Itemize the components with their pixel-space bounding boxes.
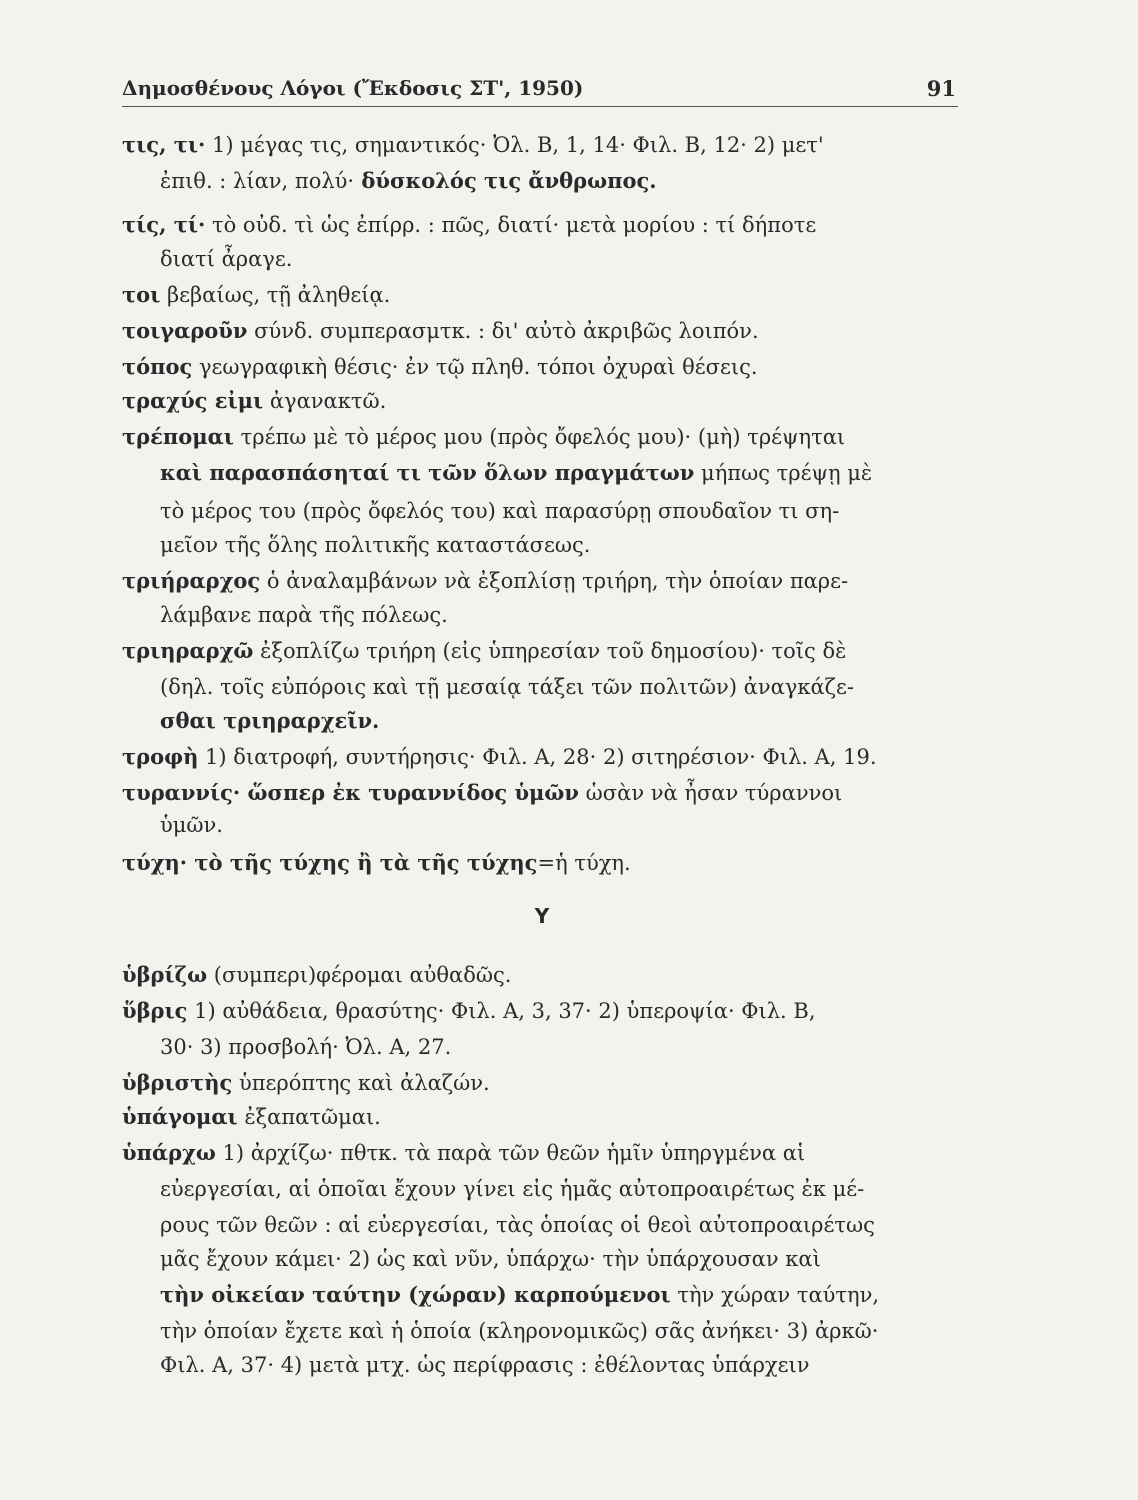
headword: ὕβρις	[122, 998, 188, 1023]
definition: 30· 3) προσβολή· Ὀλ. Α, 27.	[160, 1035, 452, 1059]
headword: ὑβρίζω	[122, 962, 208, 987]
entry-line	[122, 1100, 381, 1134]
entry-line	[122, 776, 842, 810]
entry-line	[160, 1208, 875, 1242]
definition: ἀγανακτῶ.	[263, 389, 387, 413]
definition: 1) αὐθάδεια, θρασύτης· Φιλ. Α, 3, 37· 2) ὑπεροψία· Φιλ. Β,	[187, 999, 816, 1023]
definition: τρέπω μὲ τὸ μέρος μου (πρὸς ὄφελός μου)· (μὴ) τρέψηται	[233, 425, 846, 449]
definition: τὴν χώραν ταύτην,	[670, 1283, 880, 1307]
headword: τριηραρχῶ	[122, 638, 254, 663]
entry-line	[160, 164, 657, 198]
definition: λάμβανε παρὰ τῆς πόλεως.	[160, 603, 448, 627]
entry-line	[160, 1348, 810, 1382]
entry-line	[160, 1242, 821, 1276]
headword: τριήραρχος	[122, 568, 261, 593]
headword: τραχύς εἰμι	[122, 388, 264, 413]
definition: τὴν ὁποίαν ἔχετε καὶ ἡ ὁποία (κληρονομικῶς) σᾶς ἀνήκει· 3) ἀρκῶ·	[160, 1319, 879, 1343]
headword: τροφὴ	[122, 744, 199, 769]
definition: ὡσὰν νὰ ἦσαν τύραννοι	[579, 781, 843, 805]
entry-line	[122, 994, 816, 1028]
headword: ὑπάγομαι	[122, 1104, 238, 1129]
headword: τις, τι·	[122, 132, 206, 157]
headword: ὑβριστὴς	[122, 1070, 233, 1095]
definition: (συμπερι)φέρομαι αὐθαδῶς.	[207, 963, 512, 987]
definition: ὁ ἀναλαμβάνων νὰ ἐξοπλίσῃ τριήρη, τὴν ὁποίαν παρε-	[260, 569, 849, 593]
entry-line	[122, 958, 511, 992]
entry-line	[122, 846, 631, 880]
entry-line	[160, 242, 292, 276]
entry-line	[160, 1172, 864, 1206]
definition: 1) μέγας τις, σημαντικός· Ὀλ. Β, 1, 14· Φιλ. Β, 12· 2) μετ'	[205, 133, 824, 157]
entry-line	[122, 1136, 805, 1170]
entry-line	[122, 350, 758, 384]
entry-line	[160, 704, 379, 738]
entry-line	[122, 1066, 490, 1100]
entry-line	[122, 208, 816, 242]
definition: ὑπερόπτης καὶ ἀλαζών.	[232, 1071, 490, 1095]
entry-line	[160, 456, 872, 490]
entry-line	[122, 314, 759, 348]
headword: τόπος	[122, 354, 193, 379]
definition: εὐεργεσίαι, αἱ ὁποῖαι ἔχουν γίνει εἰς ἡμᾶς αὐτοπροαιρέτως ἐκ μέ-	[160, 1177, 865, 1201]
headword: τίς, τί·	[122, 212, 206, 237]
entry-line	[122, 128, 824, 162]
entry-line	[160, 1314, 878, 1348]
entry-line	[122, 740, 877, 774]
entry-line	[122, 634, 846, 668]
definition: ἐξαπατῶμαι.	[237, 1105, 381, 1129]
definition: Φιλ. Α, 37· 4) μετὰ μτχ. ὡς περίφρασις : ἐθέλοντας ὑπάρχειν	[160, 1353, 810, 1377]
definition: μήπως τρέψῃ μὲ	[694, 461, 873, 485]
definition: βεβαίως, τῇ ἀληθείᾳ.	[160, 283, 391, 307]
header-title: Δημοσθένους Λόγοι (Ἔκδοσις ΣΤ', 1950)	[122, 76, 584, 100]
entry-line	[122, 564, 848, 598]
entry-line	[160, 1030, 451, 1064]
entry-line	[160, 494, 839, 528]
entry-line	[160, 598, 448, 632]
headword: ὑπάρχω	[122, 1140, 216, 1165]
definition: σύνδ. συμπερασμτκ. : δι' αὐτὸ ἀκριβῶς λοιπόν.	[247, 319, 759, 343]
definition: (δηλ. τοῖς εὐπόροις καὶ τῇ μεσαίᾳ τάξει τῶν πολιτῶν) ἀναγκάζε-	[160, 675, 855, 699]
entry-line	[122, 278, 390, 312]
bold-phrase: σθαι τριηραρχεῖν.	[160, 708, 380, 733]
entry-line	[122, 420, 845, 454]
definition: γεωγραφικὴ θέσις· ἐν τῷ πληθ. τόποι ὀχυραὶ θέσεις.	[192, 355, 758, 379]
headword: τύχη· τὸ τῆς τύχης ἢ τὰ τῆς τύχης	[122, 850, 538, 875]
headword: τοι	[122, 282, 161, 307]
section-letter: Υ	[534, 904, 550, 928]
definition: μεῖον τῆς ὅλης πολιτικῆς καταστάσεως.	[160, 533, 591, 557]
definition: διατί ἆραγε.	[160, 247, 293, 271]
entry-line	[122, 384, 386, 418]
headword: τοιγαροῦν	[122, 318, 248, 343]
definition: ρους τῶν θεῶν : αἱ εὐεργεσίαι, τὰς ὁποίας οἱ θεοὶ αὐτοπροαιρέτως	[160, 1213, 875, 1237]
definition: τὸ μέρος του (πρὸς ὄφελός του) καὶ παρασύρῃ σπουδαῖον τι ση-	[160, 499, 840, 523]
headword: τυραννίς· ὥσπερ ἐκ τυραννίδος ὑμῶν	[122, 780, 579, 805]
definition: =ἡ τύχη.	[537, 851, 631, 875]
entry-line	[160, 808, 223, 842]
definition: ὑμῶν.	[160, 813, 223, 837]
entry-line	[160, 528, 590, 562]
definition: 1) ἀρχίζω· πθτκ. τὰ παρὰ τῶν θεῶν ἡμῖν ὑπηργμένα αἱ	[215, 1141, 806, 1165]
bold-phrase: δύσκολός τις ἄνθρωπος.	[354, 168, 657, 193]
definition: ἐξοπλίζω τριήρη (εἰς ὑπηρεσίαν τοῦ δημοσίου)· τοῖς δὲ	[253, 639, 847, 663]
bold-phrase: καὶ παρασπάσηταί τι τῶν ὅλων πραγμάτων	[160, 460, 695, 485]
entry-line	[160, 670, 854, 704]
running-header	[122, 72, 958, 107]
bold-phrase: τὴν οἰκείαν ταύτην (χώραν) καρπούμενοι	[160, 1282, 671, 1307]
definition: τὸ οὐδ. τὶ ὡς ἐπίρρ. : πῶς, διατί· μετὰ μορίου : τί δήποτε	[205, 213, 817, 237]
page-number: 91	[926, 76, 956, 101]
definition: ἐπιθ. : λίαν, πολύ·	[160, 169, 355, 193]
entry-line	[160, 1278, 879, 1312]
definition: μᾶς ἔχουν κάμει· 2) ὡς καὶ νῦν, ὑπάρχω· τὴν ὑπάρχουσαν καὶ	[160, 1247, 821, 1271]
definition: 1) διατροφή, συντήρησις· Φιλ. Α, 28· 2) σιτηρέσιον· Φιλ. Α, 19.	[198, 745, 877, 769]
headword: τρέπομαι	[122, 424, 234, 449]
